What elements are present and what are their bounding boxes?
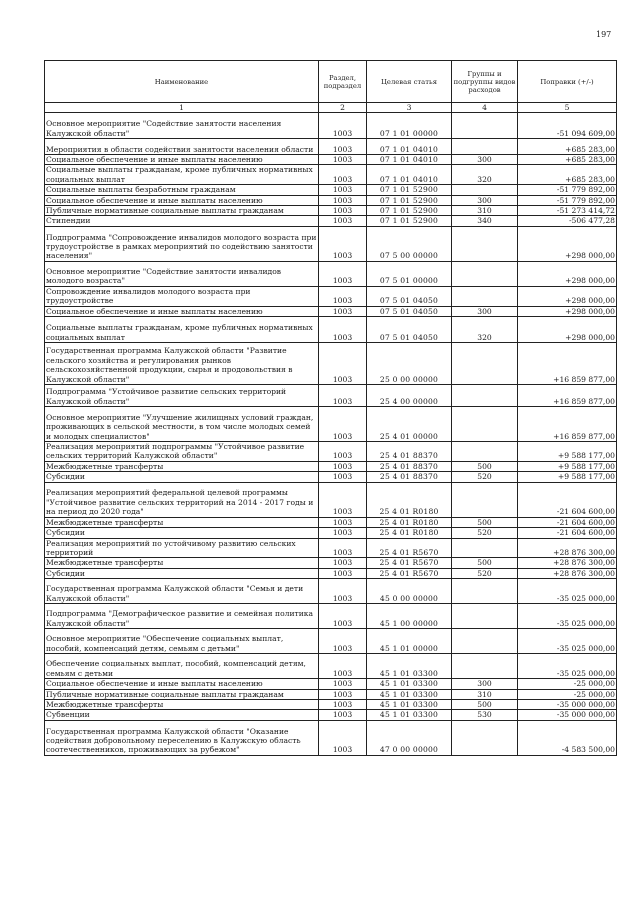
row-article-cell: 25 4 01 R0180 [367,528,452,538]
row-name-cell: Основное мероприятие "Содействие занятости инвалидов молодого возраста" [45,261,319,286]
row-name-cell: Основное мероприятие "Улучшение жилищных условий граждан, проживающих в сельской местности, в том числе молодых семей и молодых специалистов" [45,407,319,442]
table-row [45,679,617,689]
row-section-cell: 1003 [319,679,367,689]
row-group-cell [452,720,518,755]
table-row [45,720,617,755]
row-name-cell: Социальное обеспечение и иные выплаты населению [45,306,319,316]
row-article-cell: 07 5 01 04050 [367,286,452,306]
row-article-cell: 07 5 01 04050 [367,317,452,343]
column-number: 4 [452,103,518,113]
row-section-cell: 1003 [319,538,367,558]
table-row [45,216,617,226]
budget-amendments-table [44,60,617,756]
row-section-cell: 1003 [319,317,367,343]
row-article-cell: 25 4 01 R5670 [367,538,452,558]
row-group-cell: 520 [452,472,518,482]
row-section-cell: 1003 [319,629,367,654]
row-section-cell: 1003 [319,699,367,709]
row-amount-cell: -4 583 500,00 [518,720,617,755]
row-article-cell: 47 0 00 00000 [367,720,452,755]
row-section-cell: 1003 [319,689,367,699]
row-name-cell: Реализация мероприятий подпрограммы "Устойчивое развитие сельских территорий Калужской области" [45,442,319,462]
table-row [45,385,617,407]
row-amount-cell: +298 000,00 [518,317,617,343]
table-header-row [45,61,617,103]
row-article-cell: 25 4 01 88370 [367,442,452,462]
row-section-cell: 1003 [319,165,367,185]
row-name-cell: Межбюджетные трансферты [45,461,319,471]
row-section-cell: 1003 [319,195,367,205]
row-name-cell: Государственная программа Калужской области "Развитие сельского хозяйства и регулирования рынков сельскохозяйственной продукции, сырья и продовольствия в Калужской области" [45,343,319,385]
row-section-cell: 1003 [319,206,367,216]
row-article-cell: 45 0 00 00000 [367,579,452,604]
row-name-cell: Межбюджетные трансферты [45,517,319,527]
row-name-cell: Подпрограмма "Сопровождение инвалидов молодого возраста при трудоустройстве в рамках мероприятий по содействию занятости населения" [45,226,319,261]
row-group-cell: 500 [452,558,518,568]
row-group-cell [452,629,518,654]
table-row [45,528,617,538]
table-row [45,343,617,385]
row-section-cell: 1003 [319,343,367,385]
table-row [45,629,617,654]
row-name-cell: Подпрограмма "Демографическое развитие и семейная политика Калужской области" [45,604,319,629]
table-row [45,195,617,205]
table-row [45,286,617,306]
page-number: 197 [596,30,612,39]
table-row [45,139,617,155]
row-article-cell: 45 1 01 03300 [367,699,452,709]
row-group-cell: 300 [452,155,518,165]
row-group-cell: 500 [452,699,518,709]
row-article-cell: 25 4 00 00000 [367,385,452,407]
row-amount-cell: +298 000,00 [518,261,617,286]
row-amount-cell: -21 604 600,00 [518,482,617,517]
row-article-cell: 07 1 01 52900 [367,206,452,216]
row-section-cell: 1003 [319,710,367,720]
row-amount-cell: +28 876 300,00 [518,538,617,558]
row-amount-cell: -21 604 600,00 [518,528,617,538]
column-number: 1 [45,103,319,113]
row-name-cell: Межбюджетные трансферты [45,699,319,709]
row-amount-cell: +298 000,00 [518,226,617,261]
row-section-cell: 1003 [319,113,367,139]
row-name-cell: Социальные выплаты безработным гражданам [45,185,319,195]
header-article: Целевая статья [367,61,452,103]
table-row [45,689,617,699]
row-amount-cell: +685 283,00 [518,139,617,155]
row-amount-cell: -506 477,28 [518,216,617,226]
table-row [45,461,617,471]
row-name-cell: Субсидии [45,472,319,482]
row-article-cell: 07 1 01 04010 [367,155,452,165]
row-name-cell: Социальные выплаты гражданам, кроме публичных нормативных социальных выплат [45,165,319,185]
row-article-cell: 45 1 01 03300 [367,689,452,699]
row-group-cell [452,579,518,604]
table-row [45,482,617,517]
row-article-cell: 07 1 01 04010 [367,139,452,155]
row-article-cell: 07 5 01 00000 [367,261,452,286]
row-amount-cell: +685 283,00 [518,165,617,185]
row-article-cell: 07 5 00 00000 [367,226,452,261]
row-name-cell: Основное мероприятие "Обеспечение социальных выплат, пособий, компенсаций детям, семьям с детьми" [45,629,319,654]
row-amount-cell: +9 588 177,00 [518,442,617,462]
table-row [45,579,617,604]
row-group-cell [452,407,518,442]
row-amount-cell: -35 000 000,00 [518,699,617,709]
row-group-cell [452,343,518,385]
row-article-cell: 45 1 01 03300 [367,710,452,720]
row-section-cell: 1003 [319,579,367,604]
row-name-cell: Субсидии [45,568,319,578]
row-name-cell: Мероприятия в области содействия занятости населения области [45,139,319,155]
header-amendment: Поправки (+/-) [518,61,617,103]
column-number-row [45,103,617,113]
row-name-cell: Социальное обеспечение и иные выплаты населению [45,195,319,205]
table-body [45,113,617,756]
row-section-cell: 1003 [319,185,367,195]
row-amount-cell: -25 000,00 [518,689,617,699]
row-article-cell: 25 0 00 00000 [367,343,452,385]
row-group-cell [452,226,518,261]
row-section-cell: 1003 [319,654,367,679]
row-group-cell: 300 [452,195,518,205]
row-article-cell: 25 4 01 88370 [367,472,452,482]
row-group-cell [452,654,518,679]
row-amount-cell: -35 000 000,00 [518,710,617,720]
row-amount-cell: +16 859 877,00 [518,343,617,385]
row-article-cell: 07 5 01 04050 [367,306,452,316]
row-section-cell: 1003 [319,226,367,261]
row-article-cell: 25 4 01 88370 [367,461,452,471]
row-amount-cell: -51 779 892,00 [518,185,617,195]
table-row [45,442,617,462]
row-name-cell: Сопровождение инвалидов молодого возраста при трудоустройстве [45,286,319,306]
row-group-cell [452,139,518,155]
table-row [45,306,617,316]
row-group-cell: 500 [452,517,518,527]
row-name-cell: Социальное обеспечение и иные выплаты населению [45,679,319,689]
row-section-cell: 1003 [319,216,367,226]
row-section-cell: 1003 [319,558,367,568]
column-number: 5 [518,103,617,113]
row-group-cell: 300 [452,679,518,689]
row-name-cell: Публичные нормативные социальные выплаты гражданам [45,206,319,216]
row-name-cell: Подпрограмма "Устойчивое развитие сельских территорий Калужской области" [45,385,319,407]
row-name-cell: Реализация мероприятий по устойчивому развитию сельских территорий [45,538,319,558]
table-row [45,538,617,558]
row-name-cell: Субвенции [45,710,319,720]
row-amount-cell: -51 273 414,72 [518,206,617,216]
row-amount-cell: +685 283,00 [518,155,617,165]
row-name-cell: Государственная программа Калужской области "Семья и дети Калужской области" [45,579,319,604]
row-group-cell: 310 [452,689,518,699]
row-amount-cell: +9 588 177,00 [518,472,617,482]
row-name-cell: Межбюджетные трансферты [45,558,319,568]
row-section-cell: 1003 [319,604,367,629]
row-group-cell [452,286,518,306]
row-article-cell: 45 1 01 03300 [367,679,452,689]
row-group-cell: 320 [452,165,518,185]
row-name-cell: Субсидии [45,528,319,538]
row-group-cell: 530 [452,710,518,720]
table-row [45,699,617,709]
row-article-cell: 25 4 01 R0180 [367,482,452,517]
row-article-cell: 25 4 01 R5670 [367,568,452,578]
row-section-cell: 1003 [319,472,367,482]
row-article-cell: 25 4 01 R5670 [367,558,452,568]
header-group: Группы и подгруппы видов расходов [452,61,518,103]
table-row [45,113,617,139]
table-row [45,155,617,165]
row-amount-cell: -21 604 600,00 [518,517,617,527]
row-article-cell: 07 1 01 52900 [367,195,452,205]
table-row [45,654,617,679]
row-article-cell: 07 1 01 04010 [367,165,452,185]
column-number: 2 [319,103,367,113]
table-row [45,517,617,527]
row-section-cell: 1003 [319,385,367,407]
table-row [45,472,617,482]
header-name: Наименование [45,61,319,103]
table-row [45,206,617,216]
row-amount-cell: -35 025 000,00 [518,654,617,679]
row-amount-cell: -35 025 000,00 [518,604,617,629]
row-amount-cell: +16 859 877,00 [518,385,617,407]
row-group-cell [452,261,518,286]
row-group-cell: 340 [452,216,518,226]
row-article-cell: 45 1 01 00000 [367,629,452,654]
table-row [45,604,617,629]
row-name-cell: Обеспечение социальных выплат, пособий, компенсаций детям, семьям с детьми [45,654,319,679]
row-amount-cell: +16 859 877,00 [518,407,617,442]
row-amount-cell: -35 025 000,00 [518,579,617,604]
row-section-cell: 1003 [319,261,367,286]
table-row [45,261,617,286]
table-row [45,165,617,185]
row-group-cell [452,482,518,517]
row-group-cell: 320 [452,317,518,343]
row-article-cell: 25 4 01 R0180 [367,517,452,527]
row-group-cell [452,113,518,139]
row-amount-cell: +9 588 177,00 [518,461,617,471]
row-group-cell: 520 [452,568,518,578]
row-group-cell [452,385,518,407]
table-row [45,568,617,578]
row-name-cell: Социальное обеспечение и иные выплаты населению [45,155,319,165]
table-row [45,710,617,720]
row-section-cell: 1003 [319,442,367,462]
row-amount-cell: +298 000,00 [518,286,617,306]
row-section-cell: 1003 [319,286,367,306]
row-group-cell [452,185,518,195]
table-row [45,407,617,442]
row-name-cell: Социальные выплаты гражданам, кроме публичных нормативных социальных выплат [45,317,319,343]
table-row [45,317,617,343]
row-article-cell: 45 1 01 03300 [367,654,452,679]
row-name-cell: Публичные нормативные социальные выплаты гражданам [45,689,319,699]
row-name-cell: Стипендии [45,216,319,226]
row-section-cell: 1003 [319,139,367,155]
row-amount-cell: -25 000,00 [518,679,617,689]
column-number: 3 [367,103,452,113]
row-amount-cell: -51 094 609,00 [518,113,617,139]
row-group-cell: 520 [452,528,518,538]
row-group-cell [452,604,518,629]
table-row [45,226,617,261]
row-article-cell: 07 1 01 52900 [367,185,452,195]
row-group-cell [452,442,518,462]
row-article-cell: 25 4 01 00000 [367,407,452,442]
row-amount-cell: +298 000,00 [518,306,617,316]
row-amount-cell: +28 876 300,00 [518,568,617,578]
row-amount-cell: +28 876 300,00 [518,558,617,568]
row-group-cell: 310 [452,206,518,216]
header-section: Раздел, подраздел [319,61,367,103]
table-row [45,185,617,195]
row-group-cell: 300 [452,306,518,316]
row-section-cell: 1003 [319,155,367,165]
row-section-cell: 1003 [319,482,367,517]
row-amount-cell: -35 025 000,00 [518,629,617,654]
row-section-cell: 1003 [319,528,367,538]
row-section-cell: 1003 [319,517,367,527]
row-amount-cell: -51 779 892,00 [518,195,617,205]
row-name-cell: Реализация мероприятий федеральной целевой программы "Устойчивое развитие сельских территорий на 2014 - 2017 годы и на период до 2020 года" [45,482,319,517]
row-article-cell: 07 1 01 52900 [367,216,452,226]
row-article-cell: 07 1 01 00000 [367,113,452,139]
row-group-cell [452,538,518,558]
row-section-cell: 1003 [319,720,367,755]
row-name-cell: Основное мероприятие "Содействие занятости населения Калужской области" [45,113,319,139]
row-section-cell: 1003 [319,568,367,578]
table-row [45,558,617,568]
row-name-cell: Государственная программа Калужской области "Оказание содействия добровольному переселению в Калужскую область соотечественников, проживающих за рубежом" [45,720,319,755]
row-section-cell: 1003 [319,461,367,471]
row-section-cell: 1003 [319,306,367,316]
row-group-cell: 500 [452,461,518,471]
row-article-cell: 45 1 00 00000 [367,604,452,629]
row-section-cell: 1003 [319,407,367,442]
